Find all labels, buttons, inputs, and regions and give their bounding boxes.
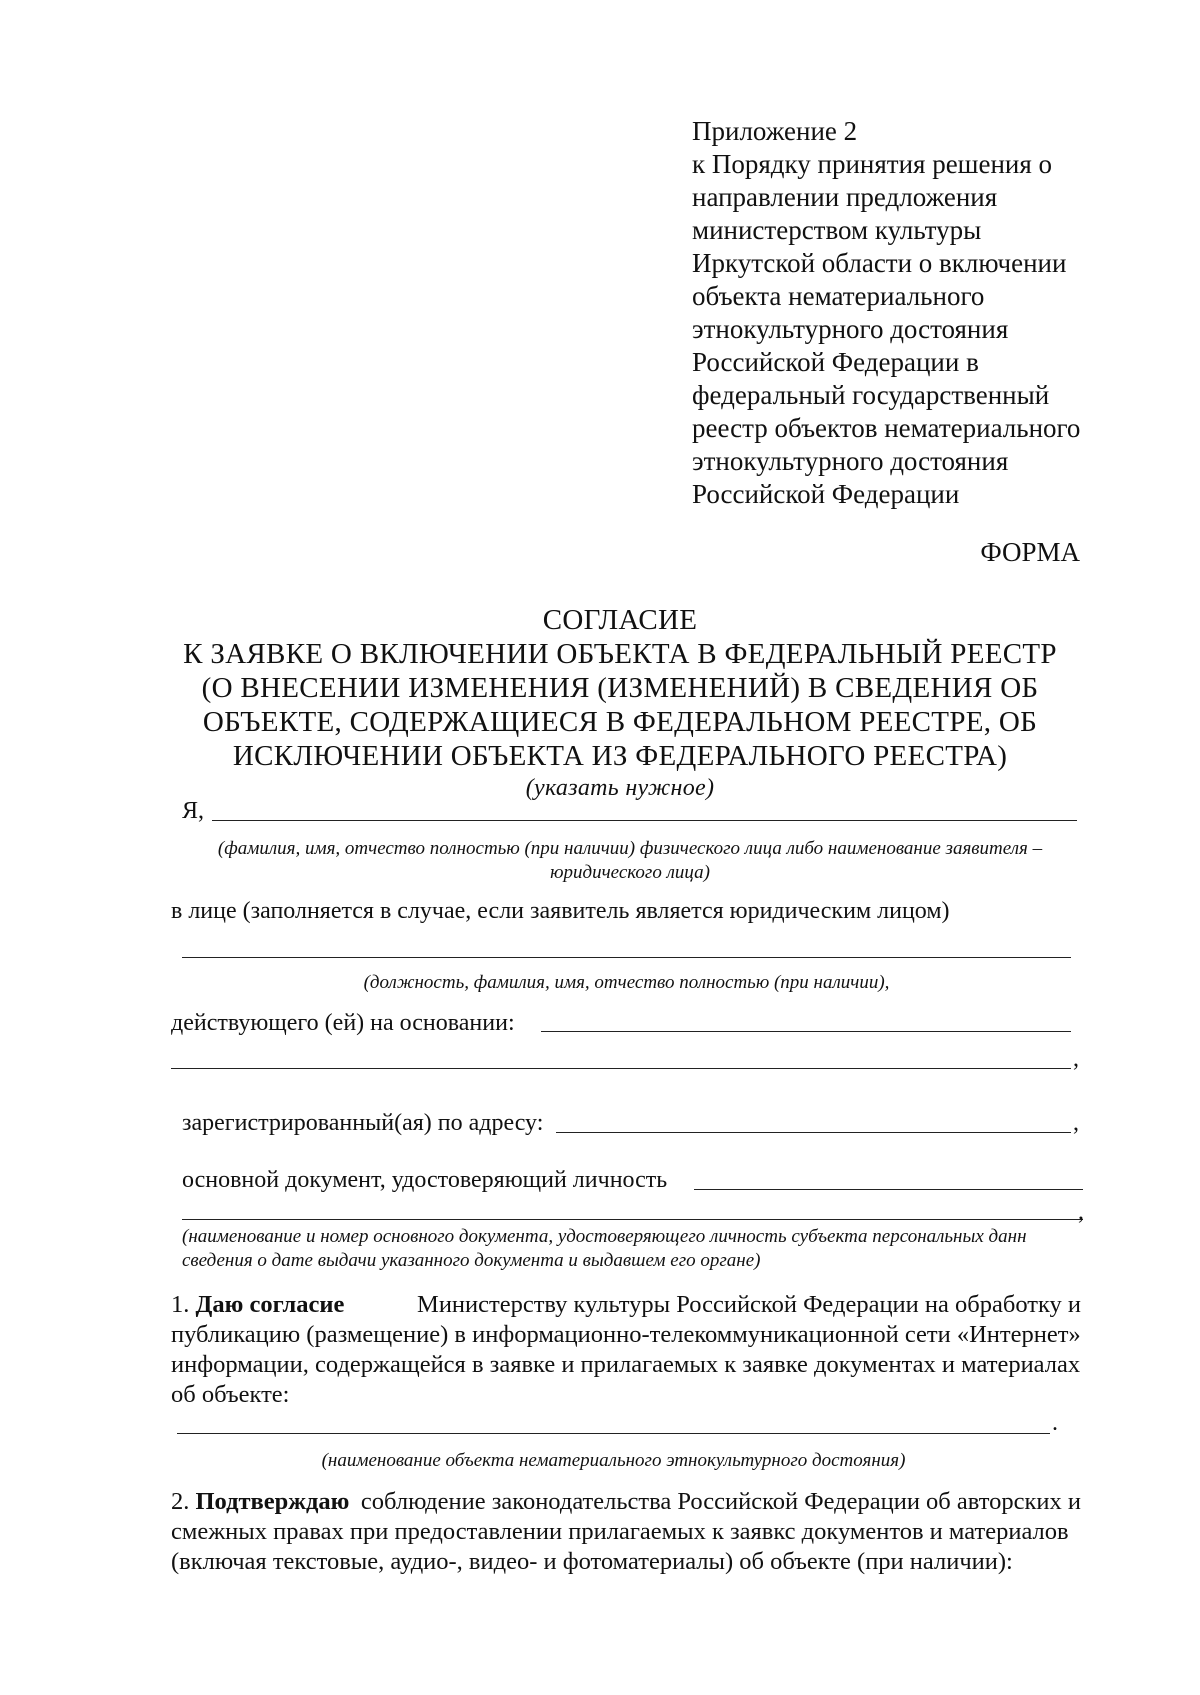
ya-label: Я,: [182, 798, 205, 824]
title-line: К ЗАЯВКЕ О ВКЛЮЧЕНИИ ОБЪЕКТА В ФЕДЕРАЛЬНЫЙ РЕЕСТР: [183, 638, 1057, 670]
annex-line: этнокультурного достояния: [692, 314, 1009, 344]
annex-line: Приложение 2: [692, 116, 858, 146]
section-2-line1-rest: соблюдение законодательства Российской Федерации об авторских и: [360, 1488, 1081, 1515]
section-1-line2: публикацию (размещение) в информационно-телекоммуникационной сети «Интернет»: [171, 1321, 1081, 1348]
name-caption-line2: юридического лица): [550, 862, 710, 883]
section-1-line1: [171, 1290, 1081, 1320]
section-1-bold: Даю согласие: [195, 1291, 345, 1318]
representative-field-line[interactable]: [182, 957, 1071, 958]
title-line: (О ВНЕСЕНИИ ИЗМЕНЕНИЯ (ИЗМЕНЕНИЙ) В СВЕДЕНИЯ ОБ: [201, 672, 1039, 704]
annex-line: министерством культуры: [692, 215, 982, 245]
section-2-bold: Подтверждаю: [195, 1488, 350, 1515]
title-note: (указать нужное): [525, 775, 715, 801]
annex-line: Российской Федерации: [692, 479, 960, 509]
period: .: [1052, 1410, 1058, 1436]
annex-line: к Порядку принятия решения о: [692, 149, 1053, 179]
annex-line: реестр объектов нематериального: [692, 413, 1081, 443]
section-2-number: 2.: [171, 1488, 190, 1515]
document-title: [140, 603, 1100, 803]
comma: ,: [1073, 1046, 1079, 1072]
section-1: [171, 1290, 1081, 1410]
section-1-line4: об объекте:: [171, 1381, 290, 1408]
annex-line: Российской Федерации в: [692, 347, 979, 377]
object-caption: (наименование объекта нематериального этнокультурного достояния): [321, 1450, 906, 1471]
object-field-line[interactable]: [177, 1433, 1050, 1434]
address-field-line[interactable]: [556, 1132, 1071, 1133]
annex-line: этнокультурного достояния: [692, 446, 1009, 476]
document-field-line[interactable]: [694, 1189, 1083, 1190]
name-field-line[interactable]: [212, 820, 1077, 821]
form-label: ФОРМА: [980, 537, 1080, 567]
name-caption-line1: (фамилия, имя, отчество полностью (при наличии) физического лица либо наименование заявителя –: [217, 838, 1043, 859]
section-1-line1-rest: Министерству культуры Российской Федерации на обработку и: [417, 1291, 1081, 1318]
in-face-label: в лице (заполняется в случае, если заявитель является юридическим лицом): [171, 898, 950, 924]
annex-line: федеральный государственный: [692, 380, 1050, 410]
section-2-line2: смежных правах при предоставлении прилагаемых к заявкс документов и материалов: [171, 1518, 1069, 1545]
section-2-line3: (включая текстовые, аудио-, видео- и фотоматериалы) об объекте (при наличии):: [171, 1548, 1013, 1575]
section-1-line3: информации, содержащейся в заявке и прилагаемых к заявке документах и материалах: [171, 1351, 1081, 1378]
title-line: ИСКЛЮЧЕНИИ ОБЪЕКТА ИЗ ФЕДЕРАЛЬНОГО РЕЕСТРА): [232, 740, 1008, 772]
title-line: ОБЪЕКТЕ, СОДЕРЖАЩИЕСЯ В ФЕДЕРАЛЬНОМ РЕЕСТРЕ, ОБ: [202, 706, 1038, 738]
annex-block: [692, 115, 1122, 511]
annex-line: объекта нематериального: [692, 281, 985, 311]
section-1-number: 1.: [171, 1291, 190, 1318]
basis-label: действующего (ей) на основании:: [171, 1010, 515, 1036]
section-2-line1: [171, 1487, 1081, 1517]
section-2: [171, 1487, 1081, 1577]
annex-line: направлении предложения: [692, 182, 998, 212]
annex-line: Иркутской области о включении: [692, 248, 1067, 278]
position-caption: (должность, фамилия, имя, отчество полностью (при наличии),: [363, 972, 890, 993]
basis-field-line[interactable]: [541, 1031, 1071, 1032]
title-line: СОГЛАСИЕ: [542, 604, 698, 636]
basis-field-line-2[interactable]: [171, 1068, 1071, 1069]
document-caption-line2: сведения о дате выдачи указанного документа и выдавшем его органе): [182, 1250, 761, 1271]
document-field-line-2[interactable]: [182, 1219, 1083, 1220]
address-label: зарегистрированный(ая) по адресу:: [182, 1110, 544, 1136]
comma: ,: [1073, 1110, 1079, 1136]
comma: ,: [1078, 1199, 1084, 1225]
document-label: основной документ, удостоверяющий личность: [182, 1167, 668, 1193]
document-caption-line1: (наименование и номер основного документа, удостоверяющего личность субъекта персональных данн: [182, 1226, 1027, 1247]
